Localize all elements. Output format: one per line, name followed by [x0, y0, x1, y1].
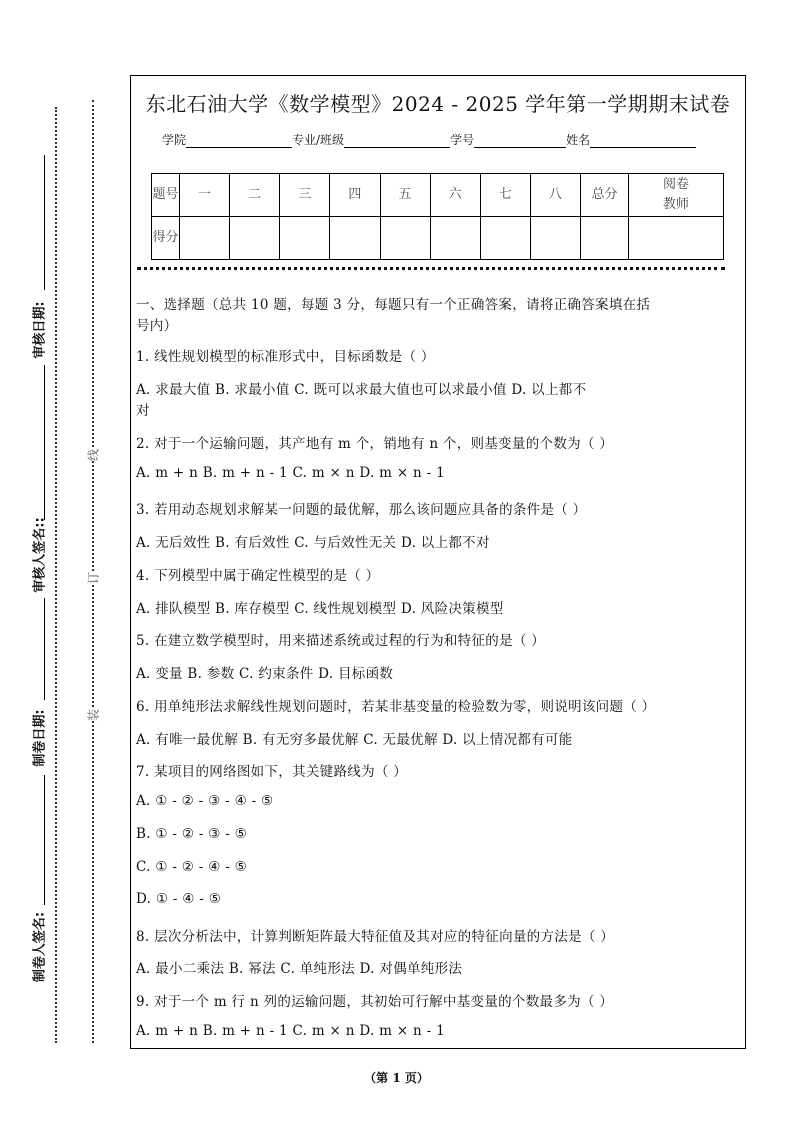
review-date-label: 审核日期:	[32, 301, 48, 359]
table-cell: 总分	[581, 174, 629, 217]
field-label: 学号	[450, 133, 475, 147]
options: A. m + n B. m + n - 1 C. m × n D. m × n - 1	[136, 1023, 445, 1039]
student-info	[162, 131, 696, 148]
gutter-mark: 线	[86, 448, 101, 462]
score-cell[interactable]	[629, 217, 724, 260]
name-field[interactable]	[590, 134, 696, 148]
table-row	[152, 217, 724, 260]
options: A. ① - ② - ③ - ④ - ⑤	[136, 793, 274, 809]
score-table	[151, 173, 724, 260]
score-cell[interactable]	[330, 217, 380, 260]
score-cell[interactable]	[180, 217, 230, 260]
field-label: 姓名	[566, 133, 591, 147]
dotted-line	[55, 107, 57, 1043]
table-row	[152, 174, 724, 217]
signature-line	[44, 598, 45, 700]
options: A. m + n B. m + n - 1 C. m × n D. m × n - 1	[136, 465, 445, 481]
page-number: （第 1 页）	[364, 1071, 429, 1085]
table-cell: 六	[430, 174, 480, 217]
table-cell: 三	[280, 174, 330, 217]
signature-line	[44, 365, 45, 520]
score-cell[interactable]	[430, 217, 480, 260]
table-cell: 阅卷教师	[629, 174, 724, 217]
section-title: 一、选择题（总共 10 题，每题 3 分，每题只有一个正确答案，请将正确答案填在括	[136, 297, 651, 313]
table-cell: 五	[380, 174, 430, 217]
question: 2. 对于一个运输问题，其产地有 m 个，销地有 n 个，则基变量的个数为（ ）	[136, 436, 614, 452]
question: 3. 若用动态规划求解某一问题的最优解，那么该问题应具备的条件是（ ）	[136, 502, 587, 518]
question: 4. 下列模型中属于确定性模型的是（ ）	[136, 568, 380, 584]
signature-line	[44, 155, 45, 290]
gutter-mark: 装	[86, 708, 101, 722]
question: 8. 层次分析法中，计算判断矩阵最大特征值及其对应的特征向量的方法是（ ）	[136, 929, 615, 945]
options: A. 排队模型 B. 库存模型 C. 线性规划模型 D. 风险决策模型	[136, 601, 504, 617]
reviewer-sign-label: 审核人签名::	[32, 517, 48, 593]
field-label: 学院	[162, 133, 187, 147]
table-cell: 二	[230, 174, 280, 217]
separator	[137, 267, 725, 270]
gutter-mark: 订	[86, 571, 101, 585]
options: D. ① - ④ - ⑤	[136, 891, 222, 907]
table-cell: 得分	[152, 217, 180, 260]
table-cell: 一	[180, 174, 230, 217]
maker-sign-label: 制卷人签名:	[32, 911, 48, 983]
score-cell[interactable]	[480, 217, 530, 260]
score-cell[interactable]	[530, 217, 580, 260]
options: A. 有唯一最优解 B. 有无穷多最优解 C. 无最优解 D. 以上情况都有可能	[136, 732, 573, 748]
question: 9. 对于一个 m 行 n 列的运输问题，其初始可行解中基变量的个数最多为（ ）	[136, 994, 614, 1010]
section-title: 号内）	[136, 318, 178, 334]
question: 7. 某项目的网络图如下，其关键路线为（ ）	[136, 764, 408, 780]
options: A. 最小二乘法 B. 幂法 C. 单纯形法 D. 对偶单纯形法	[136, 961, 463, 977]
question: 6. 用单纯形法求解线性规划问题时，若某非基变量的检验数为零，则说明该问题（ ）	[136, 699, 656, 715]
score-cell[interactable]	[230, 217, 280, 260]
question: 1. 线性规划模型的标准形式中，目标函数是（ ）	[136, 349, 435, 365]
options: A. 无后效性 B. 有后效性 C. 与后效性无关 D. 以上都不对	[136, 535, 490, 551]
question: 5. 在建立数学模型时，用来描述系统或过程的行为和特征的是（ ）	[136, 633, 546, 649]
options: A. 变量 B. 参数 C. 约束条件 D. 目标函数	[136, 666, 394, 682]
student-id-field[interactable]	[474, 134, 566, 148]
options: B. ① - ② - ③ - ⑤	[136, 826, 248, 842]
options: C. ① - ② - ④ - ⑤	[136, 859, 248, 875]
score-cell[interactable]	[280, 217, 330, 260]
college-field[interactable]	[186, 134, 292, 148]
signature-line	[44, 775, 45, 905]
major-field[interactable]	[344, 134, 450, 148]
options: 对	[136, 403, 150, 419]
score-cell[interactable]	[581, 217, 629, 260]
table-cell: 题号	[152, 174, 180, 217]
page-title: 东北石油大学《数学模型》2024 - 2025 学年第一学期期末试卷	[145, 92, 731, 116]
field-label: 专业/班级	[292, 133, 345, 147]
options: A. 求最大值 B. 求最小值 C. 既可以求最大值也可以求最小值 D. 以上都不	[136, 382, 587, 398]
table-cell: 四	[330, 174, 380, 217]
score-cell[interactable]	[380, 217, 430, 260]
make-date-label: 制卷日期:	[32, 709, 48, 767]
table-cell: 八	[530, 174, 580, 217]
table-cell: 七	[480, 174, 530, 217]
